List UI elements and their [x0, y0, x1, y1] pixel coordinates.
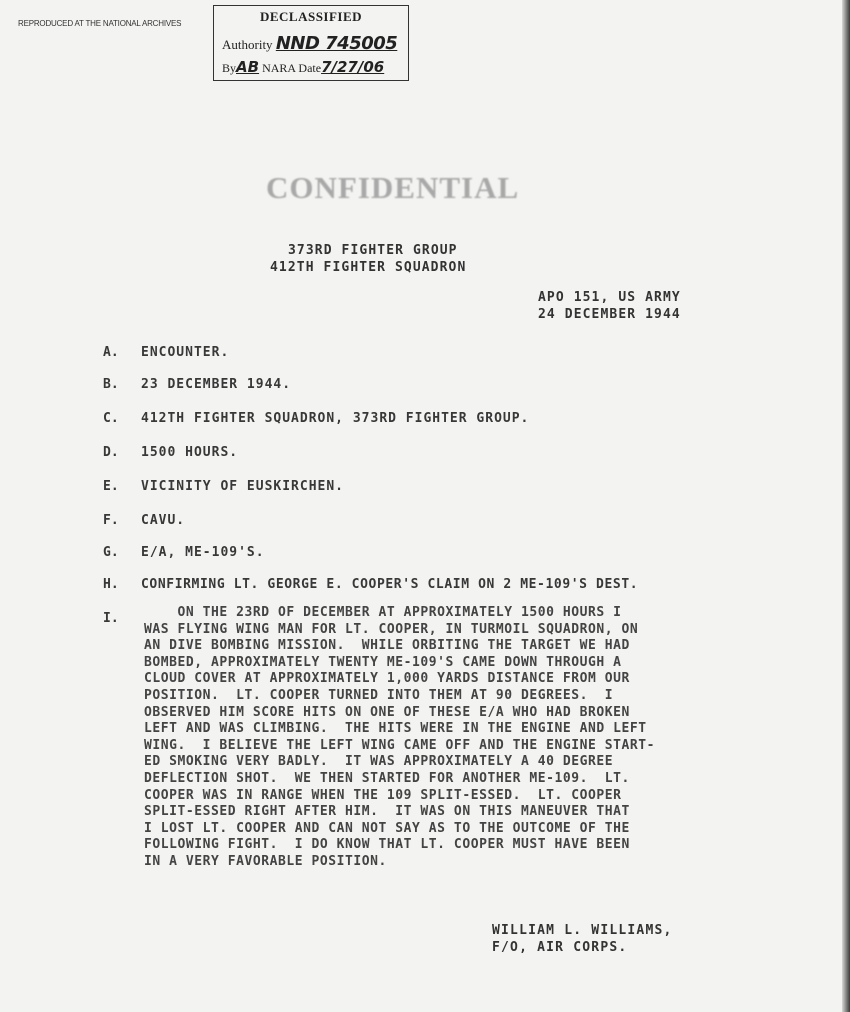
item-text: 1500 HOURS. [141, 445, 239, 460]
narrative-line: WAS FLYING WING MAN FOR LT. COOPER, IN TURMOIL SQUADRON, ON [144, 621, 639, 637]
stamp-nara-date-label: NARA Date [262, 61, 322, 75]
declassification-stamp [213, 5, 409, 81]
item-marker: F. [103, 513, 119, 528]
narrative-line: ON THE 23RD OF DECEMBER AT APPROXIMATELY 1500 HOURS I [144, 605, 622, 620]
header-apo: APO 151, US ARMY [538, 290, 681, 305]
narrative-line: SPLIT-ESSED RIGHT AFTER HIM. IT WAS ON THIS MANEUVER THAT [144, 804, 630, 820]
item-text: ENCOUNTER. [141, 345, 230, 360]
narrative-paragraph [144, 605, 734, 871]
signature-title: F/O, AIR CORPS. [492, 940, 628, 955]
classification-marking: CONFIDENTIAL [266, 170, 520, 205]
header-group: 373RD FIGHTER GROUP [288, 243, 458, 258]
narrative-line: I LOST LT. COOPER AND CAN NOT SAY AS TO THE OUTCOME OF THE [144, 820, 630, 836]
item-text: CONFIRMING LT. GEORGE E. COOPER'S CLAIM ON 2 ME-109'S DEST. [141, 577, 639, 592]
stamp-title: DECLASSIFIED [259, 9, 363, 24]
narrative-line: AN DIVE BOMBING MISSION. WHILE ORBITING THE TARGET WE HAD [144, 638, 630, 654]
archive-note: REPRODUCED AT THE NATIONAL ARCHIVES [18, 19, 182, 28]
page-edge-shadow [842, 0, 850, 1012]
stamp-by-label: By [222, 61, 237, 75]
narrative-line: IN A VERY FAVORABLE POSITION. [144, 853, 387, 869]
item-marker: B. [103, 377, 119, 392]
stamp-authority-row [222, 33, 397, 54]
narrative-line: OBSERVED HIM SCORE HITS ON ONE OF THESE E/A WHO HAD BROKEN [144, 704, 630, 720]
item-marker: H. [103, 577, 119, 592]
stamp-by-value: AB [236, 58, 260, 76]
item-text: CAVU. [141, 513, 186, 528]
item-marker: A. [103, 345, 119, 360]
stamp-nara-date-value: 7/27/06 [321, 58, 385, 76]
stamp-authority-label: Authority [222, 37, 273, 52]
item-text: 412TH FIGHTER SQUADRON, 373RD FIGHTER GROUP. [141, 411, 530, 426]
signature-name: WILLIAM L. WILLIAMS, [492, 923, 673, 938]
item-marker: G. [103, 545, 119, 560]
narrative-line: COOPER WAS IN RANGE WHEN THE 109 SPLIT-ESSED. LT. COOPER [144, 787, 622, 803]
header-date: 24 DECEMBER 1944 [538, 307, 681, 322]
item-text: E/A, ME-109'S. [141, 545, 265, 560]
item-text: 23 DECEMBER 1944. [141, 377, 292, 392]
narrative-line: BOMBED, APPROXIMATELY TWENTY ME-109'S CAME DOWN THROUGH A [144, 654, 622, 670]
narrative-line: POSITION. LT. COOPER TURNED INTO THEM AT 90 DEGREES. I [144, 687, 614, 703]
stamp-authority-value: NND 745005 [275, 33, 398, 54]
narrative-line: DEFLECTION SHOT. WE THEN STARTED FOR ANOTHER ME-109. LT. [144, 770, 630, 786]
narrative-line: LEFT AND WAS CLIMBING. THE HITS WERE IN THE ENGINE AND LEFT [144, 721, 647, 737]
item-marker: C. [103, 411, 119, 426]
narrative-line: CLOUD COVER AT APPROXIMATELY 1,000 YARDS DISTANCE FROM OUR [144, 671, 630, 687]
item-marker: E. [103, 479, 119, 494]
item-marker: I. [103, 611, 119, 626]
item-text: VICINITY OF EUSKIRCHEN. [141, 479, 345, 494]
item-marker: D. [103, 445, 119, 460]
narrative-line: ED SMOKING VERY BADLY. IT WAS APPROXIMATELY A 40 DEGREE [144, 754, 614, 770]
header-squadron: 412TH FIGHTER SQUADRON [270, 260, 467, 275]
narrative-line: FOLLOWING FIGHT. I DO KNOW THAT LT. COOPER MUST HAVE BEEN [144, 837, 630, 853]
narrative-line: WING. I BELIEVE THE LEFT WING CAME OFF AND THE ENGINE START- [144, 737, 655, 753]
stamp-by-row [222, 58, 384, 76]
